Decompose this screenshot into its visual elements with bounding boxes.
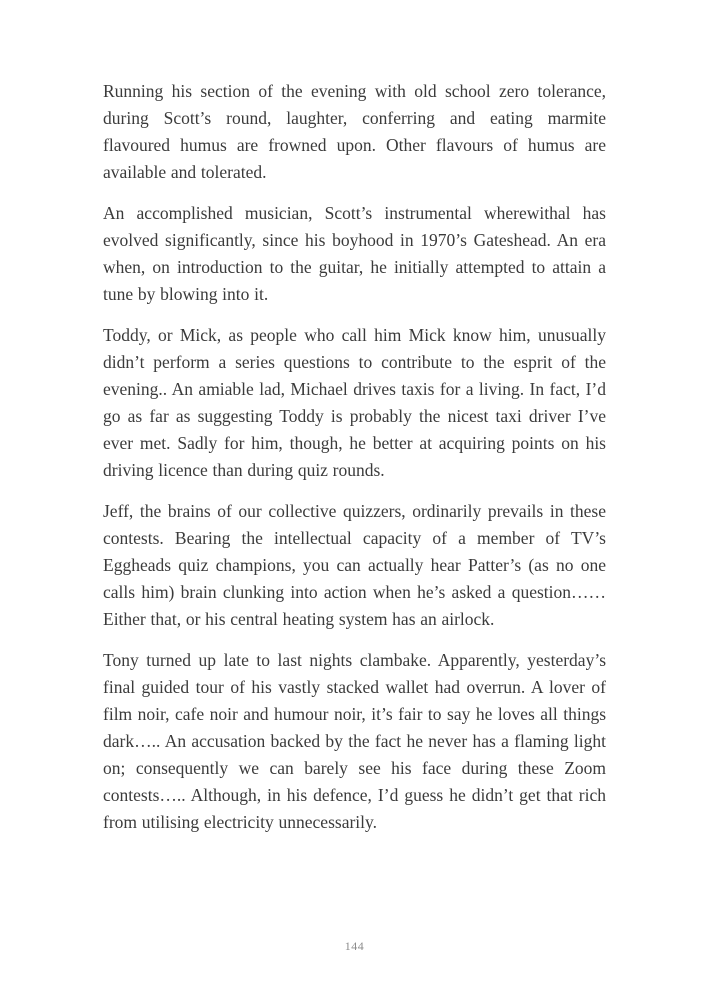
paragraph: Tony turned up late to last nights clambake. Apparently, yesterday’s final guided tour of his vastly stacked wallet had overrun. A lover of film noir, cafe noir and humour noir, it’s fair to say he loves all things dark….. An accusation backed by the fact he never has a flaming light on; consequently we can barely see his face during these Zoom contests….. Although, in his defence, I’d guess he didn’t get that rich from utilising electricity unnecessarily. — [103, 650, 606, 832]
paragraph: Toddy, or Mick, as people who call him Mick know him, unusually didn’t perform a series questions to contribute to the esprit of the evening.. An amiable lad, Michael drives taxis for a living. In fact, I’d go as far as suggesting Toddy is probably the nicest taxi driver I’ve ever met. Sadly for him, though, he better at acquiring points on his driving licence than during quiz rounds. — [103, 325, 606, 480]
text-block — [103, 78, 606, 836]
paragraph: Running his section of the evening with old school zero tolerance, during Scott’s round, laughter, conferring and eating marmite flavoured humus are frowned upon. Other flavours of humus are available and tolerated. — [103, 81, 606, 182]
paragraph: Jeff, the brains of our collective quizzers, ordinarily prevails in these contests. Bearing the intellectual capacity of a member of TV’s Eggheads quiz champions, you can actually hear Patter’s (as no one calls him) brain clunking into action when he’s asked a question…… Either that, or his central heating system has an airlock. — [103, 501, 606, 629]
paragraph: An accomplished musician, Scott’s instrumental wherewithal has evolved significantly, since his boyhood in 1970’s Gateshead. An era when, on introduction to the guitar, he initially attempted to attain a tune by blowing into it. — [103, 203, 606, 304]
page-number: 144 — [344, 939, 365, 953]
